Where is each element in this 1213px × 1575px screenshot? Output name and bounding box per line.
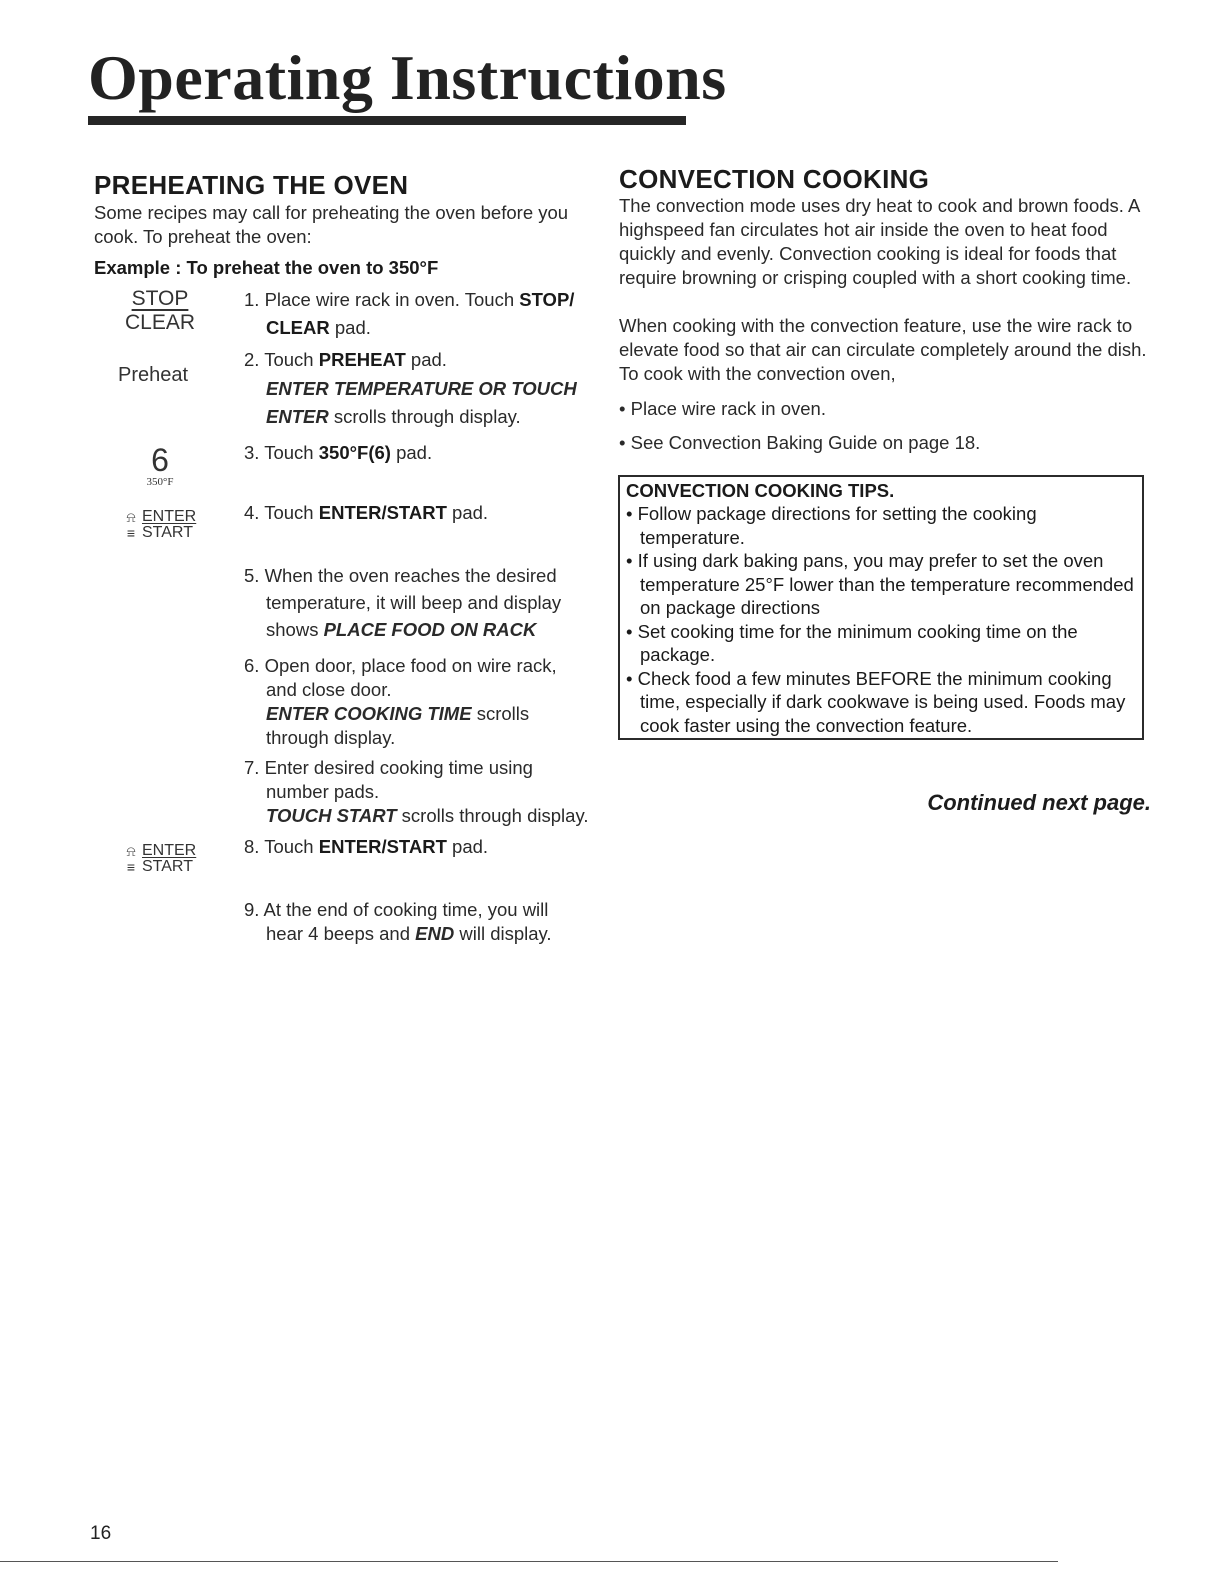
- step-5: [244, 562, 614, 643]
- start-label: START: [142, 524, 193, 541]
- step-text: and close door.: [266, 679, 392, 700]
- step-text: number pads.: [266, 781, 380, 802]
- clear-label: CLEAR: [124, 311, 196, 334]
- step-text: 6. Open door, place food on wire rack,: [244, 655, 557, 676]
- display-message: ENTER: [266, 406, 329, 427]
- convection-paragraph: The convection mode uses dry heat to cook and brown foods. A highspeed fan circulates hot air inside the oven to heat food quickly and evenly. Convection cooking is ideal for foods that require browning or crisping coupled with a short cooking time.: [619, 195, 1140, 288]
- display-message: ENTER TEMPERATURE OR TOUCH: [266, 378, 577, 399]
- tip-item: • Check food a few minutes BEFORE the minimum cooking time, especially if dark cookwave is being used. Foods may cook faster using the convection feature.: [626, 667, 1126, 736]
- tip-item: • Set cooking time for the minimum cooking time on the package.: [626, 620, 1078, 665]
- step-text: through display.: [266, 727, 396, 748]
- step-text: scrolls through display.: [396, 805, 589, 826]
- step-keyword: CLEAR: [266, 317, 330, 338]
- step-text: 8. Touch: [244, 836, 319, 857]
- step-3: [244, 441, 614, 465]
- step-text: pad.: [446, 502, 489, 523]
- step-text: 2. Touch: [244, 349, 319, 370]
- step-2: [244, 348, 614, 429]
- stop-clear-pad: [114, 287, 206, 335]
- convection-tips-box: [618, 475, 1144, 740]
- display-message: ENTER COOKING TIME: [266, 703, 472, 724]
- step-text: pad.: [390, 442, 433, 463]
- convection-bullet: • See Convection Baking Guide on page 18.: [619, 432, 981, 453]
- display-message: END: [415, 923, 455, 944]
- page-title: Operating Instructions: [88, 42, 727, 113]
- enter-label: ENTER: [142, 842, 197, 859]
- convection-heading: CONVECTION COOKING: [619, 164, 930, 194]
- step-7: [244, 756, 614, 828]
- step-9: [244, 898, 614, 946]
- enter-start-pad: [120, 843, 210, 875]
- six-350-pad: [142, 444, 178, 488]
- title-underline-bar: [88, 116, 686, 125]
- step-keyword: 350°F(6): [318, 442, 391, 463]
- preheating-example: Example : To preheat the oven to 350°F: [94, 257, 439, 278]
- display-message: PLACE FOOD ON RACK: [323, 619, 537, 640]
- step-text: scrolls through display.: [328, 406, 521, 427]
- step-text: pad.: [446, 836, 489, 857]
- step-keyword: ENTER/START: [318, 502, 447, 523]
- tips-title: CONVECTION COOKING TIPS.: [626, 480, 895, 501]
- display-message: TOUCH START: [266, 805, 397, 826]
- step-text: temperature, it will beep and display: [266, 592, 562, 613]
- start-label: START: [142, 858, 193, 875]
- triple-line-icon: ≡: [126, 859, 136, 875]
- step-text: hear 4 beeps and: [266, 923, 416, 944]
- triple-line-icon: ≡: [126, 525, 136, 541]
- preheating-intro: Some recipes may call for preheating the oven before you cook. To preheat the oven:: [94, 202, 569, 247]
- convection-bullet: • Place wire rack in oven.: [619, 398, 826, 419]
- continued-note: Continued next page.: [927, 790, 1151, 815]
- step-text: scrolls: [471, 703, 530, 724]
- step-text: shows: [266, 619, 324, 640]
- convection-paragraph: When cooking with the convection feature, use the wire rack to elevate food so that air can circulate completely around the dish. To cook with the convection oven,: [619, 315, 1147, 384]
- step-4: [244, 501, 614, 525]
- enter-start-pad: [120, 509, 210, 541]
- tip-item: • If using dark baking pans, you may prefer to set the oven temperature 25°F lower than the temperature recommended on package directions: [626, 550, 1134, 618]
- step-text: 9. At the end of cooking time, you will: [244, 899, 549, 920]
- bottom-rule: [0, 1561, 1058, 1562]
- pad-digit-six: 6: [151, 442, 169, 478]
- pad-temp-label: 350°F: [146, 476, 174, 488]
- step-text: will display.: [454, 923, 552, 944]
- step-8: [244, 835, 614, 859]
- step-keyword: STOP/: [519, 289, 575, 310]
- step-text: 4. Touch: [244, 502, 319, 523]
- step-6: [244, 654, 614, 750]
- step-keyword: PREHEAT: [318, 349, 406, 370]
- step-text: 7. Enter desired cooking time using: [244, 757, 533, 778]
- step-text: 1. Place wire rack in oven. Touch: [244, 289, 520, 310]
- step-text: 5. When the oven reaches the desired: [244, 565, 557, 586]
- preheating-heading: PREHEATING THE OVEN: [94, 170, 409, 200]
- step-text: pad.: [329, 317, 371, 338]
- stop-label: STOP: [131, 287, 189, 310]
- step-text: pad.: [405, 349, 447, 370]
- step-keyword: ENTER/START: [318, 836, 447, 857]
- bell-icon: ⍾: [126, 843, 136, 859]
- bell-icon: ⍾: [126, 509, 136, 525]
- step-1: [244, 288, 614, 340]
- preheat-pad: Preheat: [118, 364, 189, 386]
- step-text: 3. Touch: [244, 442, 319, 463]
- enter-label: ENTER: [142, 508, 197, 525]
- tip-item: • Follow package directions for setting the cooking temperature.: [626, 503, 1037, 548]
- page-number: 16: [90, 1523, 112, 1544]
